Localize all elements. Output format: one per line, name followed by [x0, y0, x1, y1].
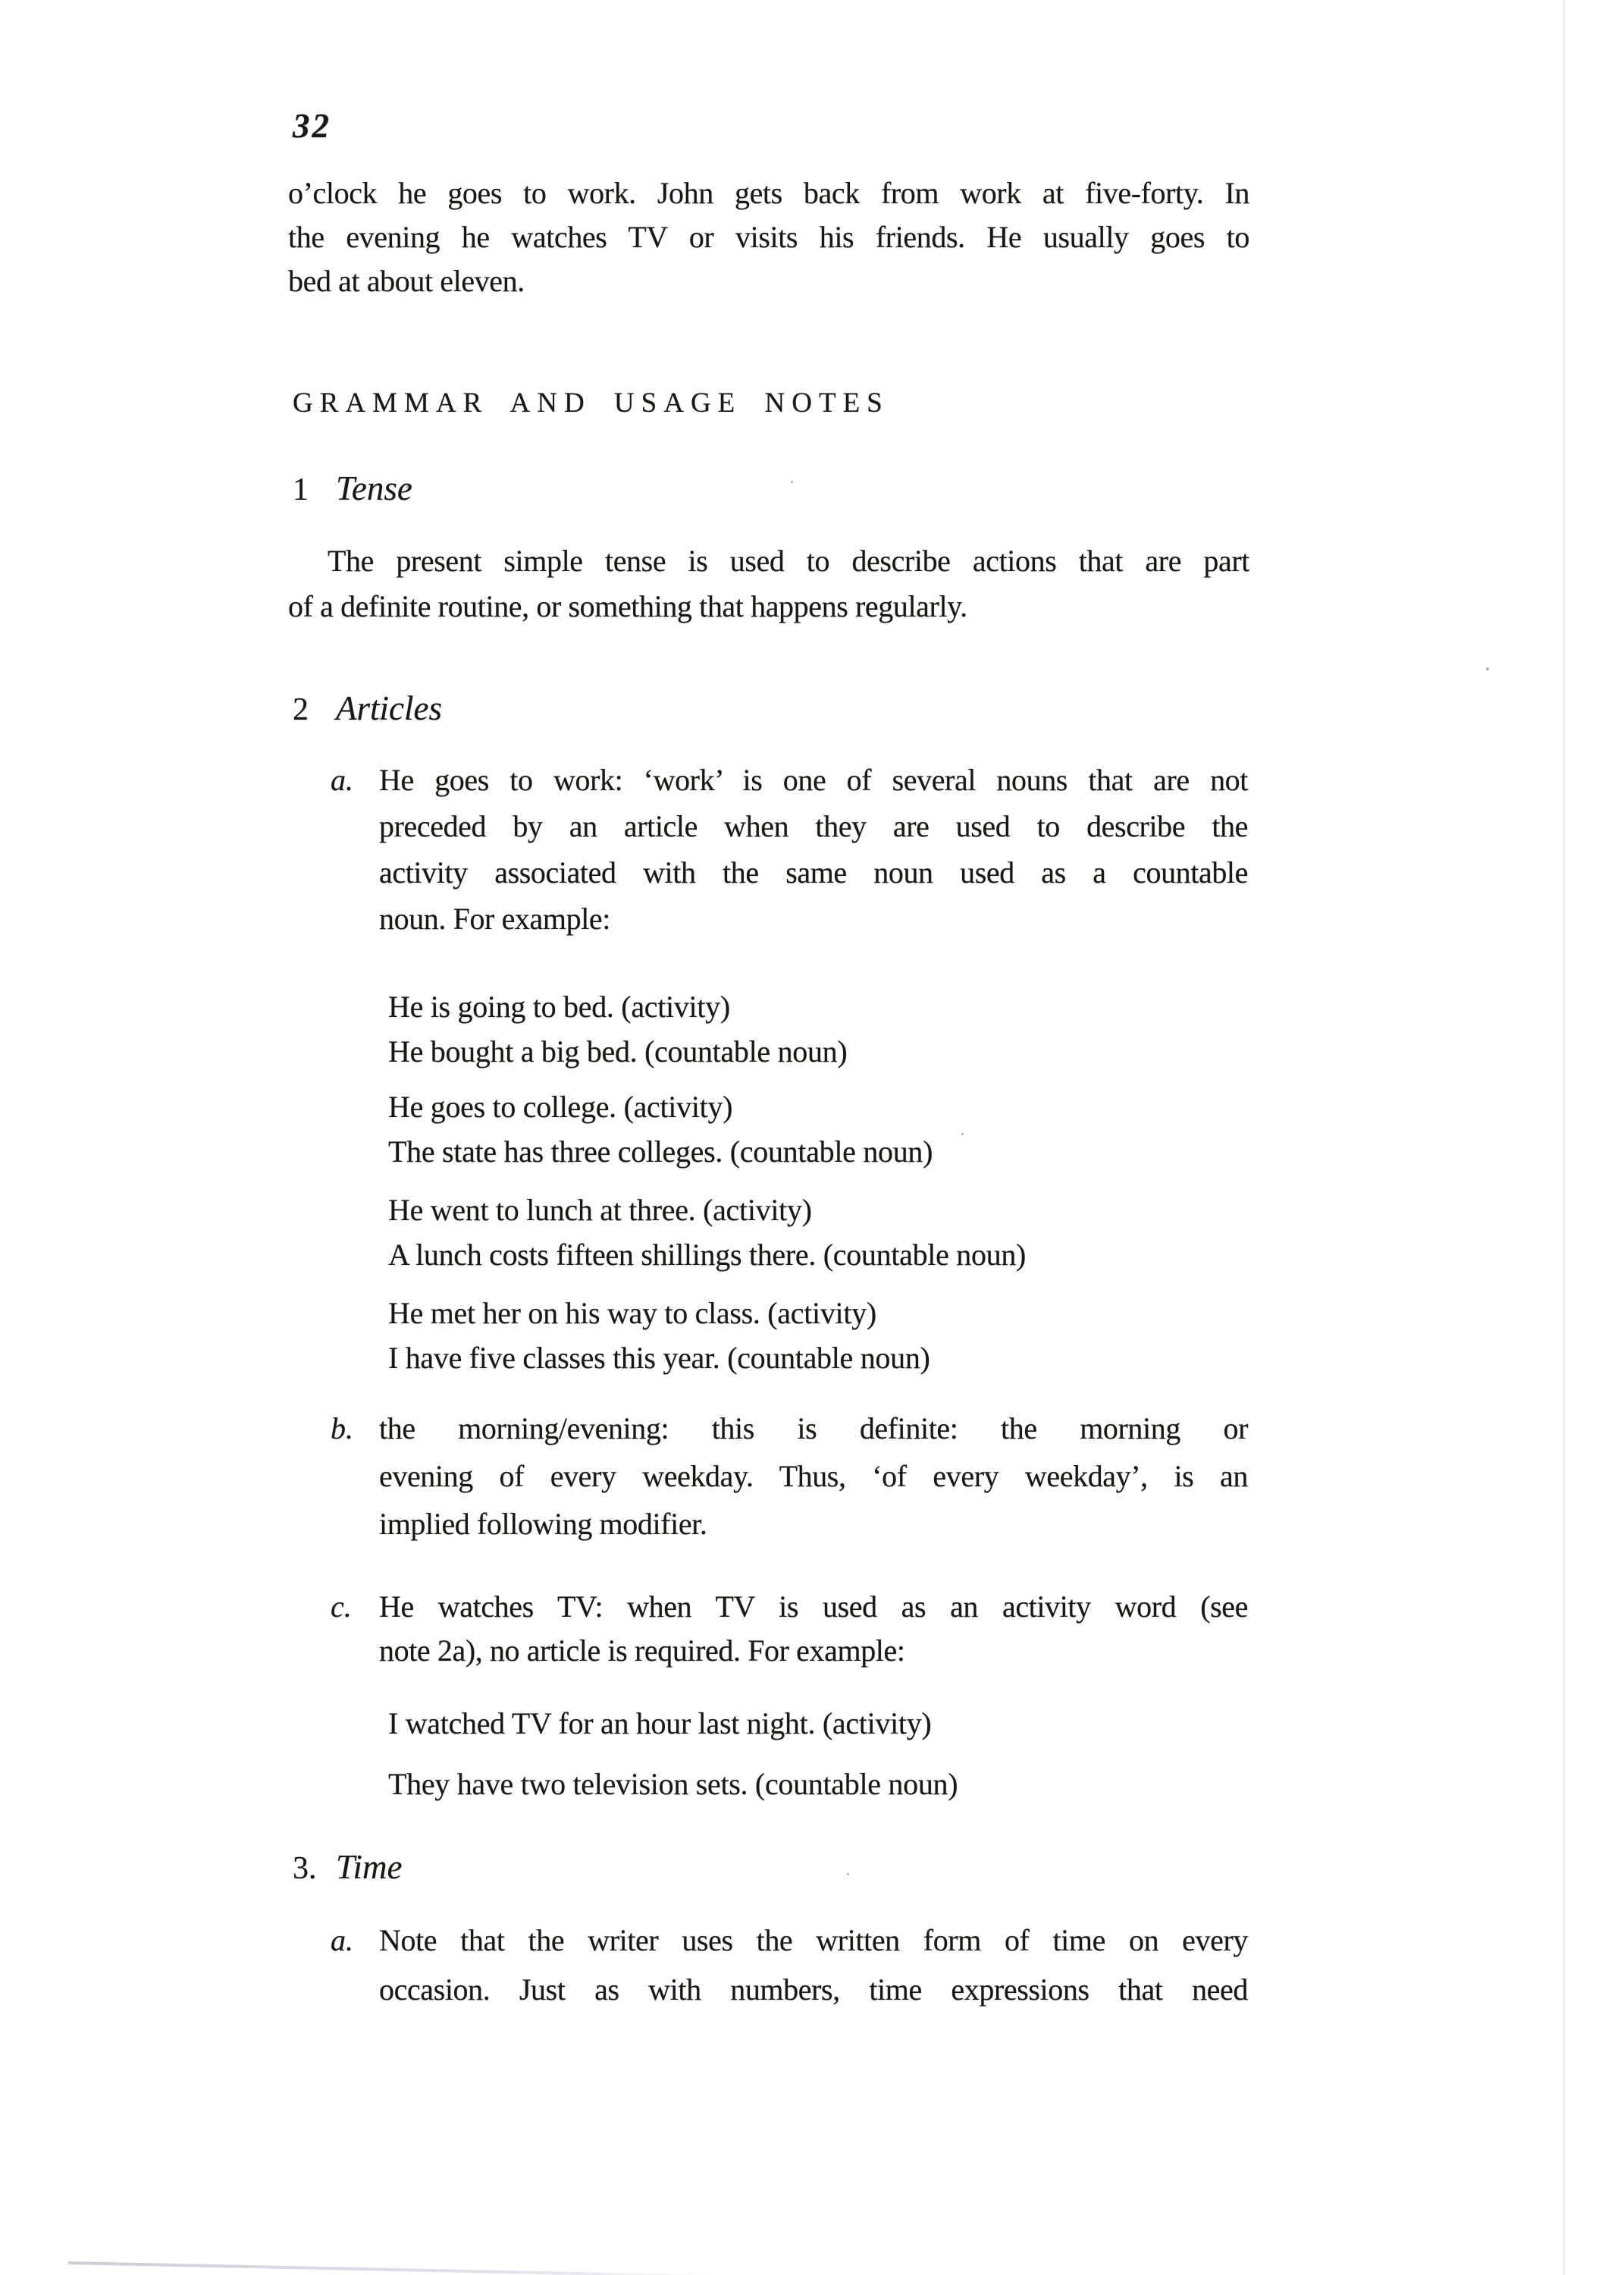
- item-line: implied following modifier.: [379, 1507, 707, 1541]
- item-line: note 2a), no article is required. For example:: [379, 1633, 905, 1668]
- item-line: He goes to work: ‘work’ is one of several nouns that are not: [379, 763, 1248, 797]
- section-heading-time: [293, 1847, 403, 1887]
- item-line: He watches TV: when TV is used as an activity word (see: [379, 1589, 1248, 1624]
- section-title: Time: [336, 1848, 403, 1886]
- scan-speck: [1486, 667, 1489, 670]
- grammar-heading: GRAMMAR AND USAGE NOTES: [293, 388, 889, 419]
- paragraph-line: o’clock he goes to work. John gets back from work at five-forty. In: [288, 176, 1249, 210]
- paragraph-line: of a definite routine, or something that happens regularly.: [288, 589, 967, 623]
- tense-paragraph: [288, 538, 1249, 629]
- example-line: He met her on his way to class. (activity): [388, 1296, 876, 1330]
- item-label: c.: [331, 1589, 352, 1624]
- item-line: activity associated with the same noun used as a countable: [379, 855, 1248, 890]
- intro-paragraph: [288, 171, 1249, 303]
- example-line: He bought a big bed. (countable noun): [388, 1034, 848, 1068]
- paragraph-line: The present simple tense is used to describe actions that are part: [328, 544, 1249, 578]
- scan-speck: [406, 485, 409, 488]
- item-line: evening of every weekday. Thus, ‘of every weekday’, is an: [379, 1459, 1248, 1493]
- note-item-2a: [331, 757, 1248, 942]
- page-edge-diagonal: [68, 2261, 743, 2275]
- example-line: He goes to college. (activity): [388, 1090, 733, 1124]
- item-label: a.: [331, 763, 353, 797]
- scan-speck: [379, 717, 382, 720]
- example-line: I watched TV for an hour last night. (activity): [388, 1706, 932, 1740]
- example-pair: [388, 1188, 1252, 1277]
- example-pair: [388, 1084, 1252, 1174]
- scan-speck: [847, 1873, 849, 1875]
- note-item-3a: [331, 1916, 1248, 2014]
- example-line: He went to lunch at three. (activity): [388, 1193, 812, 1227]
- scan-speck: [961, 1133, 964, 1135]
- item-line: occasion. Just as with numbers, time expressions that need: [379, 1972, 1248, 2007]
- example-line: I have five classes this year. (countable noun): [388, 1341, 930, 1375]
- page-edge-vertical: [1563, 0, 1565, 2275]
- section-heading-articles: [293, 689, 442, 728]
- note-item-2c: [331, 1585, 1248, 1673]
- item-label: a.: [331, 1923, 353, 1957]
- section-title: Tense: [336, 469, 412, 507]
- paragraph-line: bed at about eleven.: [288, 264, 525, 298]
- item-line: preceded by an article when they are used to describe the: [379, 809, 1248, 843]
- item-line: Note that the writer uses the written form of time on every: [379, 1923, 1248, 1957]
- example-pair: [388, 1291, 1252, 1380]
- example-line: The state has three colleges. (countable noun): [388, 1134, 933, 1169]
- example-line: They have two television sets. (countable noun): [388, 1767, 958, 1801]
- section-number: 2: [293, 692, 309, 727]
- example-single: [388, 1762, 1252, 1806]
- item-line: the morning/evening: this is definite: the morning or: [379, 1411, 1248, 1445]
- scan-speck: [791, 481, 793, 483]
- example-single: [388, 1701, 1252, 1746]
- item-line: noun. For example:: [379, 902, 610, 936]
- paragraph-line: the evening he watches TV or visits his friends. He usually goes to: [288, 220, 1249, 254]
- section-number: 3.: [293, 1851, 317, 1886]
- page-number: 32: [293, 107, 331, 145]
- section-heading-tense: [293, 469, 412, 508]
- example-line: He is going to bed. (activity): [388, 990, 730, 1024]
- note-item-2b: [331, 1404, 1248, 1548]
- example-line: A lunch costs fifteen shillings there. (countable noun): [388, 1238, 1027, 1272]
- item-label: b.: [331, 1411, 353, 1445]
- section-number: 1: [293, 472, 309, 507]
- section-title: Articles: [336, 689, 442, 727]
- example-pair: [388, 984, 1252, 1074]
